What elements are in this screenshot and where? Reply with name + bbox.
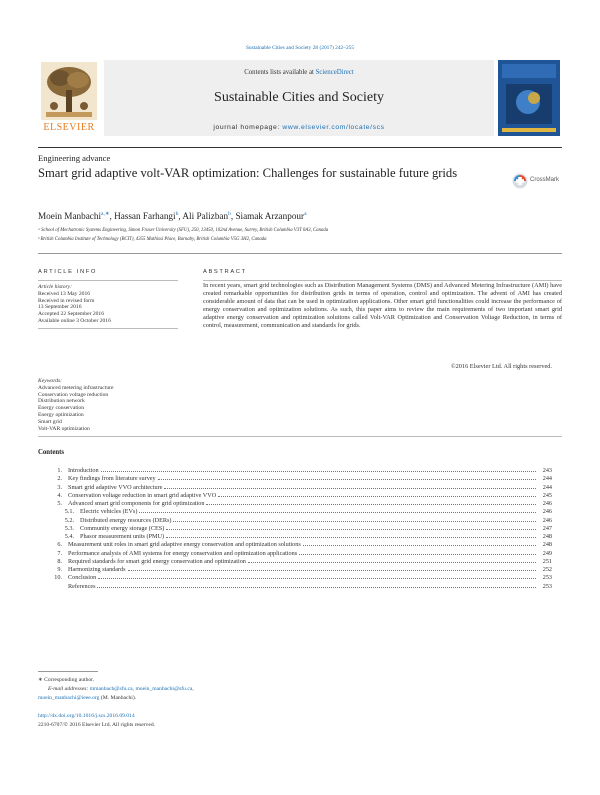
toc-page-number: 249	[542, 549, 552, 557]
toc-title[interactable]: Conservation voltage reduction in smart grid adaptive VVO	[68, 491, 217, 499]
toc-number: 7.	[57, 549, 62, 557]
doi-link[interactable]: http://dx.doi.org/10.1016/j.scs.2016.09.014	[38, 713, 135, 719]
author-name[interactable]: Moein Manbachi	[38, 211, 102, 222]
toc-entry[interactable]	[38, 540, 552, 548]
toc-leader-dots	[173, 516, 536, 522]
keyword: Distribution network	[38, 398, 85, 405]
toc-leader-dots	[158, 474, 536, 480]
keyword: Energy optimization	[38, 411, 84, 418]
history-label: Article history:	[38, 284, 73, 290]
toc-page-number: 245	[542, 491, 552, 499]
keyword: Conservation voltage reduction	[38, 391, 109, 398]
footnote-rule	[38, 671, 98, 672]
affiliation: ᵃ School of Mechatronic Systems Engineering, Simon Fraser University (SFU), 250, 13450, 102nd Avenue, Surrey, British Columbia V3T 0A3, Canada	[38, 228, 329, 233]
abstract-text: In recent years, smart grid technologies such as Distribution Management Systems (DMS) and Advanced Metering Infrastructure (AMI) have created remarkable opportunities for distribution grids in terms of operation, control and optimization. The advent of AMI has created considerable amount of data that can be used in optimization applications. Other smart grid functionalities could increase the performance of energy conservation and optimization solutions. As such, this paper aims to review the main requirements of two important smart grid adaptive energy conservation and optimization solutions called Volt-VAR Optimization and Conservation Voltage Reduction, in terms of control, measurement, communication and standards for grids.	[203, 282, 562, 329]
toc-number: 9.	[57, 566, 62, 573]
toc-number: 6.	[57, 541, 62, 549]
toc-page-number: 246	[542, 508, 552, 516]
toc-number: 5.2.	[64, 516, 74, 524]
toc-page-number: 248	[542, 533, 552, 540]
sciencedirect-link[interactable]: ScienceDirect	[315, 69, 354, 76]
author-affiliation-mark: a	[304, 211, 307, 217]
toc-title[interactable]: Smart grid adaptive VVO architecture	[68, 483, 163, 491]
cover-art-icon	[498, 60, 560, 136]
keywords-label: Keywords:	[38, 378, 63, 384]
toc-entry[interactable]	[38, 573, 552, 581]
toc-page-number: 248	[542, 541, 552, 549]
toc-number: 8.	[57, 557, 62, 565]
toc-entry[interactable]	[38, 507, 552, 515]
toc-leader-dots	[248, 557, 536, 563]
toc-title[interactable]: Introduction	[68, 467, 99, 474]
crossmark-icon	[512, 173, 528, 189]
history-line: Received 13 May 2016	[38, 290, 91, 297]
homepage-label: journal homepage:	[213, 124, 280, 131]
author-list: Moein Manbachi$^{a,∗}$, Hassan Farhangi$^b$, Ali Palizban$^b$, Siamak Arzanpour$^a$	[38, 211, 307, 222]
crossmark-label: CrossMark	[530, 177, 560, 183]
keyword: Advanced metering infrastructure	[38, 384, 114, 391]
email-suffix: (M. Manbachi).	[100, 695, 137, 701]
contents-rule	[38, 436, 562, 437]
keyword: Smart grid	[38, 418, 62, 425]
toc-entry[interactable]	[38, 582, 552, 590]
info-rule	[38, 280, 178, 281]
section-rule	[38, 253, 562, 254]
affiliation: ᵇ British Columbia Institute of Technology (BCIT), 4355 Mathissi Place, Burnaby, British Columbia V5G 3H2, Canada	[38, 237, 267, 242]
toc-page-number: 252	[542, 566, 552, 573]
keyword: Energy conservation	[38, 405, 85, 412]
author-name[interactable]: Ali Palizban	[182, 211, 229, 222]
toc-page-number: 246	[542, 516, 552, 524]
toc-entry[interactable]	[38, 499, 552, 507]
toc-number: 10.	[54, 574, 62, 582]
keywords-block	[38, 378, 178, 432]
contents-available-line	[104, 69, 494, 76]
corresponding-author-note: ∗ Corresponding author.	[38, 677, 95, 683]
toc-entry[interactable]	[38, 524, 552, 532]
toc-leader-dots	[139, 507, 536, 513]
toc-title[interactable]: Measurement unit roles in smart grid adaptive energy conservation and optimization solutions	[68, 541, 301, 549]
toc-title[interactable]: Phasor measurement units (PMU)	[80, 533, 165, 540]
journal-homepage	[104, 124, 494, 131]
article-history	[38, 284, 178, 325]
publisher-name: ELSEVIER	[43, 122, 95, 133]
journal-title: Sustainable Cities and Society	[214, 90, 384, 105]
author-affiliation-mark: b	[175, 211, 179, 217]
toc-page-number: 247	[542, 524, 552, 532]
toc-entry[interactable]	[38, 557, 552, 565]
toc-title[interactable]: Key findings from literature survey	[68, 475, 156, 483]
toc-number: 5.	[57, 500, 62, 507]
toc-number: 1.	[57, 467, 62, 474]
toc-title[interactable]: Electric vehicles (EVs)	[80, 508, 138, 516]
history-line: Available online 3 October 2016	[38, 317, 111, 324]
history-line: 13 September 2016	[38, 304, 82, 311]
toc-number: 4.	[57, 491, 62, 499]
contents-heading: Contents	[38, 449, 65, 456]
abstract-copyright: ©2016 Elsevier Ltd. All rights reserved.	[450, 363, 552, 370]
toc-leader-dots	[166, 532, 536, 538]
toc-leader-dots	[299, 549, 536, 555]
toc-title[interactable]: Advanced smart grid components for grid optimization	[68, 500, 205, 507]
toc-number: 5.1.	[64, 508, 74, 516]
author-name[interactable]: Hassan Farhangi	[114, 211, 176, 222]
toc-leader-dots	[128, 565, 536, 571]
toc-entry[interactable]	[38, 516, 552, 524]
email-addresses	[48, 686, 194, 692]
email-link[interactable]: mmanbach@sfu.ca, moein_manbachi@sfu.ca,	[89, 686, 194, 692]
table-of-contents	[38, 466, 552, 590]
article-type: Engineering advance	[38, 153, 111, 163]
toc-leader-dots	[98, 573, 536, 579]
toc-number: 3.	[57, 483, 62, 491]
article-info-heading: ARTICLE INFO	[38, 269, 98, 275]
email-addresses-continued	[38, 695, 136, 701]
toc-number: 5.4.	[64, 533, 74, 540]
toc-leader-dots	[303, 540, 536, 546]
toc-leader-dots	[218, 491, 536, 497]
toc-number: 2.	[57, 475, 62, 483]
toc-entry[interactable]	[38, 532, 552, 540]
toc-title[interactable]: Distributed energy resources (DERs)	[80, 516, 172, 524]
toc-title[interactable]: Community energy storage (CES)	[80, 524, 165, 532]
toc-page-number: 253	[542, 574, 552, 582]
journal-citation[interactable]: Sustainable Cities and Society 28 (2017) 242–255	[245, 45, 355, 51]
toc-title[interactable]: Harmonizing standards	[68, 566, 126, 573]
toc-page-number: 243	[542, 467, 552, 474]
email-label: E-mail addresses:	[48, 686, 89, 692]
article-title: Smart grid adaptive volt-VAR optimization: Challenges for sustainable future grids	[38, 166, 458, 180]
toc-title[interactable]: Required standards for smart grid energy conservation and optimization	[68, 557, 246, 565]
contents-prefix: Contents lists available at	[244, 69, 314, 76]
abstract-heading: ABSTRACT	[203, 269, 247, 275]
toc-leader-dots	[97, 582, 536, 588]
issn-line: 2210-6707/© 2016 Elsevier Ltd. All rights reserved.	[38, 722, 156, 728]
toc-entry[interactable]	[38, 549, 552, 557]
author-affiliation-mark: b	[228, 211, 231, 217]
toc-page-number: 244	[542, 483, 552, 491]
toc-page-number: 253	[542, 582, 552, 590]
toc-page-number: 251	[542, 557, 552, 565]
crossmark-badge[interactable]	[512, 172, 562, 190]
toc-entry[interactable]	[38, 483, 552, 491]
homepage-link[interactable]: www.elsevier.com/locate/scs	[282, 124, 385, 131]
toc-leader-dots	[164, 483, 536, 489]
toc-title[interactable]: References	[68, 582, 96, 590]
toc-title[interactable]: Conclusion	[68, 574, 97, 582]
abstract-rule	[203, 280, 562, 281]
toc-page-number: 246	[542, 500, 552, 507]
email-link[interactable]: moein_manbachi@ieee.org	[38, 695, 100, 701]
toc-leader-dots	[101, 466, 536, 472]
toc-entry[interactable]	[38, 474, 552, 482]
author-name[interactable]: Siamak Arzanpour	[235, 211, 305, 222]
elsevier-logo	[38, 60, 100, 134]
keyword: Volt-VAR optimization	[38, 425, 90, 432]
toc-leader-dots	[166, 524, 536, 530]
toc-page-number: 244	[542, 475, 552, 483]
history-line: Received in revised form	[38, 297, 95, 304]
history-line: Accepted 22 September 2016	[38, 311, 105, 318]
toc-entry[interactable]	[38, 466, 552, 474]
toc-entry[interactable]	[38, 565, 552, 573]
header-rule	[38, 147, 562, 148]
toc-title[interactable]: Performance analysis of AMI systems for energy conservation and optimization applications	[68, 549, 298, 557]
toc-number: 5.3.	[64, 524, 74, 532]
toc-leader-dots	[206, 499, 536, 505]
info-rule	[38, 328, 178, 329]
journal-cover-image	[498, 60, 560, 136]
toc-entry[interactable]	[38, 491, 552, 499]
author-affiliation-mark: a,∗	[101, 211, 110, 217]
